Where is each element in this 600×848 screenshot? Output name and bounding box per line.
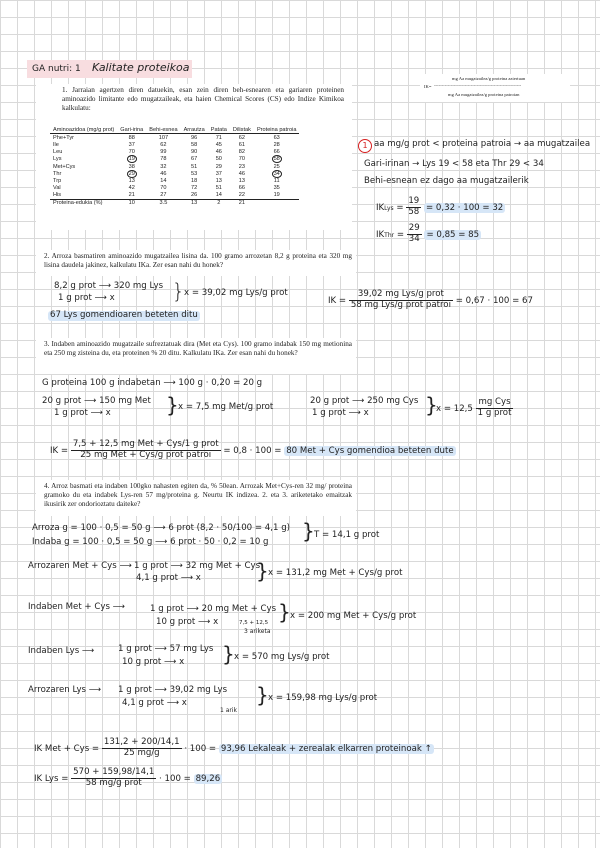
q4-brace-m2: } xyxy=(278,600,291,624)
q3-bx: x = 12,5 $\frac{\text{mg Cys}}{\text{1 g prot}}$ xyxy=(436,397,512,418)
table-row: Leu 70 99 90 46 82 66 xyxy=(53,149,280,156)
q4-l1-x: x = 570 mg Lys/g prot xyxy=(234,652,330,662)
q1-text: 1. Jarraian agertzen diren datuekin, esan zein diren beh-esnearen eta gariaren proteinen aminoazido limitante edo mugatzaileak, eta haien Chemical Scores (CS) edo Indize Kimikoa kalkulatu: xyxy=(62,86,344,112)
table-header: Arrautza xyxy=(181,126,208,134)
q2-brace: } xyxy=(172,279,185,303)
q4-l2-b: 4,1 g prot ⟶ x xyxy=(122,698,187,708)
q4-l1-a: 1 g prot ⟶ 57 mg Lys xyxy=(118,644,214,654)
q3-box xyxy=(36,338,356,374)
q4-r1: Arroza g = 100 · 0,5 = 50 g ⟶ 6 prot (8,2 · 50/100 = 4,1 g) xyxy=(32,523,291,533)
q4-text: 4. Arroz basmati eta indaben 100gko nahasten egiten da, % 50ean. Arrozak Met+Cys-ren 32 mg/ proteina gramoko du eta indabek Lys-ren 57 mg/proteina g. Neurtu IK indizea. 2. eta 3. ariketetako emaitzak ikusirik zer ondorioztatu daiteke? xyxy=(44,482,352,508)
q4-brace-l1: } xyxy=(222,642,235,666)
q4-m1-a: 1 g prot ⟶ 32 mg Met + Cys xyxy=(134,561,261,571)
q4-r2: Indaba g = 100 · 0,5 = 50 g ⟶ 6 prot · 50 · 0,2 = 10 g xyxy=(32,537,269,547)
q4-m1-x: x = 131,2 mg Met + Cys/g prot xyxy=(268,568,403,578)
table-row: Lys 19 78 67 50 70 58 xyxy=(53,156,280,163)
q4-l1-label: Indaben Lys ⟶ xyxy=(28,646,95,656)
q4-m2-note2: 3 ariketa xyxy=(244,628,271,635)
table-header: Dilistak xyxy=(230,126,254,134)
q1-behi: Behi-esnean ez dago aa mugatzailerik xyxy=(364,176,529,186)
q2-line1: 8,2 g prot ⟶ 320 mg Lys xyxy=(54,281,164,291)
q3-line0: G proteina 100 g indabetan ⟶ 100 g · 0,20 = 20 g xyxy=(42,378,263,388)
answer-number-1: 1 xyxy=(358,139,372,153)
q4-ik-lys: IK Lys = $\frac{570 + 159,98/14,1}{\text{58 mg/g prot}}$ · 100 = 89,26 xyxy=(34,767,221,788)
q3-brace-b: } xyxy=(425,393,438,417)
q2-line2: 1 g prot ⟶ x xyxy=(58,293,115,303)
q3-b1: 20 g prot ⟶ 250 mg Cys xyxy=(310,396,419,406)
q4-l2-x: x = 159,98 mg Lys/g prot xyxy=(268,693,378,703)
table-row: Proteina-edukia (%) 10 3.5 13 2 21 xyxy=(50,199,299,207)
q4-rt: T = 14,1 g prot xyxy=(314,530,380,540)
header-label: GA nutri: 1 xyxy=(32,64,81,74)
q1-ik-lys: IKLys = $\frac{19}{58}$ = 0,32 · 100 = 32 xyxy=(376,196,504,217)
q2-box xyxy=(36,250,356,276)
q4-m2-b: 10 g prot ⟶ x xyxy=(156,617,219,627)
table-row: Trp 13 14 18 13 13 11 xyxy=(53,177,280,184)
table-header: Proteina patroia xyxy=(254,126,300,134)
q4-m2-a: 1 g prot ⟶ 20 mg Met + Cys xyxy=(150,604,277,614)
table-row: Phe+Tyr 88 107 96 71 62 63 xyxy=(53,134,280,141)
page-title: Kalitate proteikoa xyxy=(92,61,190,74)
table-header: Aminoazidoa (mg/g prot) xyxy=(50,126,117,134)
q3-ik: IK = $\frac{\text{7,5 + 12,5 mg Met + Cys/1 g prot}}{\text{25 mg Met + Cys/g prot patroi}}$ = 0,8 · 100 = 80 Met + Cys gomendioa beteten dute xyxy=(50,439,454,460)
q4-m1-label: Arrozaren Met + Cys ⟶ xyxy=(28,561,132,571)
q3-ik-highlight: 80 Met + Cys gomendioa beteten dute xyxy=(286,445,454,456)
q1-gari: Gari-irinan → Lys 19 < 58 eta Thr 29 < 34 xyxy=(364,159,544,169)
q3-a1: 20 g prot ⟶ 150 mg Met xyxy=(42,396,151,406)
amino-acid-table xyxy=(50,126,299,207)
q1-note: aa mg/g prot < proteina patroia → aa mugatzailea xyxy=(374,139,591,149)
q2-ik: IK = $\frac{\text{39,02 mg Lys/g prot}}{\text{58 mg Lys/g prot patroi}}$ = 0,67 · 100 = 67 xyxy=(328,289,533,310)
q4-brace-l2: } xyxy=(256,683,269,707)
q4-brace-m1: } xyxy=(256,559,269,583)
table-header: Behi-esnea xyxy=(146,126,180,134)
q3-brace-a: } xyxy=(166,393,179,417)
q4-m2-label: Indaben Met + Cys ⟶ xyxy=(28,602,125,612)
q1-ik-thr: IKThr = $\frac{29}{34}$ = 0,85 = 85 xyxy=(376,223,480,244)
q1-box xyxy=(36,84,352,230)
q3-b2: 1 g prot ⟶ x xyxy=(312,408,369,418)
formula-ik: IK= xyxy=(424,84,432,89)
formula-line: --------------------------------------------------------- xyxy=(434,83,522,88)
q1-ik-thr-result: = 0,85 = 85 xyxy=(426,229,480,240)
q4-ik-lys-highlight: 89,26 xyxy=(195,773,221,784)
table-row: Met+Cys 38 32 51 29 23 25 xyxy=(53,163,280,170)
ik-formula-box xyxy=(420,74,570,102)
q4-box xyxy=(36,480,356,516)
q4-l2-label: Arrozaren Lys ⟶ xyxy=(28,685,102,695)
table-header: Patata xyxy=(208,126,230,134)
q2-x: x = 39,02 mg Lys/g prot xyxy=(184,288,288,298)
q4-brace-r: } xyxy=(302,519,315,543)
q4-m2-note: 7,5 + 12,5 xyxy=(239,620,269,626)
q4-ik-metcys-highlight: 93,96 Lekaleak + zerealak elkarren proteinoak ↑ xyxy=(220,743,432,754)
formula-top: mg Aa mugatzailea/g proteina aztertuan xyxy=(452,76,526,81)
q1-ik-lys-result: = 0,32 · 100 = 32 xyxy=(425,202,504,213)
formula-bottom: mg Aa mugatzailea/g proteina patroian xyxy=(448,92,520,97)
table-row: Val 42 70 72 51 66 35 xyxy=(53,185,280,192)
table-row: Ile 37 62 58 45 61 28 xyxy=(53,141,280,148)
q3-ax: x = 7,5 mg Met/g prot xyxy=(178,402,274,412)
table-row: Thr 29 46 53 37 46 34 xyxy=(53,170,280,177)
q4-l2-a: 1 g prot ⟶ 39,02 mg Lys xyxy=(118,685,228,695)
table-header: Gari-irina xyxy=(117,126,146,134)
q4-l2-note: 1 arik xyxy=(220,707,238,714)
q4-ik-metcys: IK Met + Cys = $\frac{131,2 + 200/14,1}{25 mg/g}$ · 100 = 93,96 Lekaleak + zerealak elkarren proteinoak ↑ xyxy=(34,737,432,758)
table-row: His 21 27 26 14 22 19 xyxy=(53,192,280,199)
q4-l1-b: 10 g prot ⟶ x xyxy=(122,657,185,667)
q4-m2-x: x = 200 mg Met + Cys/g prot xyxy=(290,611,417,621)
q3-text: 3. Indaben aminoazido mugatzaile sufreztatuak dira (Met eta Cys). 100 gramo indabak 150 mg metionina eta 250 mg zisteina du, eta proteinen % 20 ditu. Kalkulatu IKa. Zer esan nahi du honek? xyxy=(44,340,352,357)
q3-a2: 1 g prot ⟶ x xyxy=(54,408,111,418)
q2-conclusion: 67 Lys gomendioaren beteten ditu xyxy=(50,310,198,320)
q2-text: 2. Arroza basmatiren aminoazido mugatzailea lisina da. 100 gramo arrozetan 8,2 g proteina eta 320 mg lisina daudela jakinez, kalkulatu IKa. Zer esan nahi du honek? xyxy=(44,252,352,269)
q4-m1-b: 4,1 g prot ⟶ x xyxy=(136,573,201,583)
